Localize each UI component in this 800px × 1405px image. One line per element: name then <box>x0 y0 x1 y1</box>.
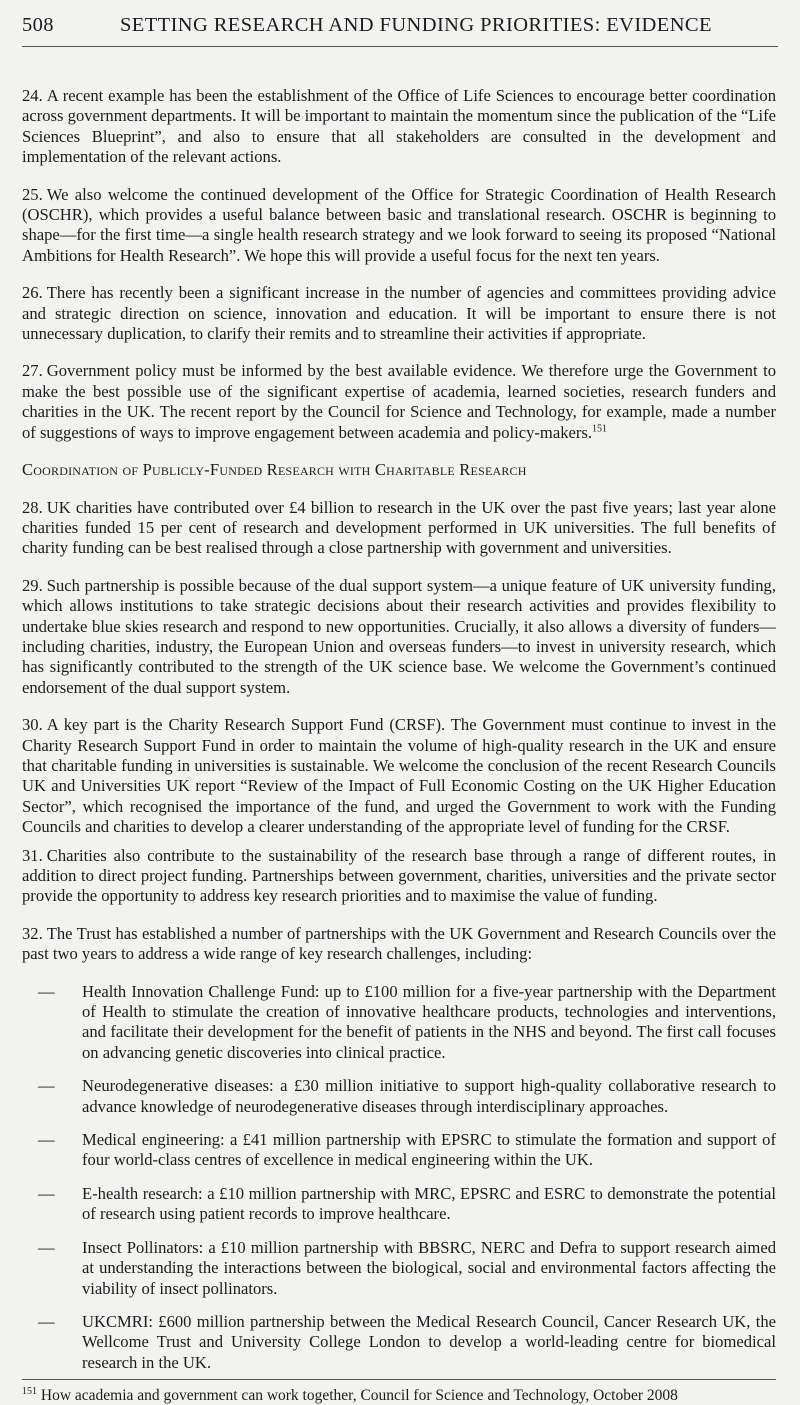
list-item <box>22 1184 776 1225</box>
list-item <box>22 1312 776 1373</box>
paragraph-text: Such partnership is possible because of the dual support system—a unique feature of UK university funding, which allows institutions to take strategic decisions about their research activities and provides flexibility to undertake blue skies research and respond to new opportunities. Crucially, it also allows a diversity of funders—including charities, industry, the European Union and overseas funders—to invest in university research, which has significantly contributed to the strength of the UK science base. We welcome the Government’s continued endorsement of the dual support system. <box>22 575 776 697</box>
paragraph-number: 30. <box>22 715 43 735</box>
dash-bullet: — <box>38 1183 55 1203</box>
running-head: SETTING RESEARCH AND FUNDING PRIORITIES: EVIDENCE <box>120 14 712 36</box>
list-item <box>22 982 776 1064</box>
list-item-text: E-health research: a £10 million partnership with MRC, EPSRC and ESRC to demonstrate the potential of research using patient records to improve healthcare. <box>82 1183 776 1224</box>
paragraph-number: 28. <box>22 497 43 517</box>
page-body <box>22 86 776 1405</box>
footnote-rule <box>22 1379 776 1380</box>
section-heading: Coordination of Publicly-Funded Research with Charitable Research <box>22 460 527 480</box>
paragraph-text: There has recently been a significant increase in the number of agencies and committees providing advice and strategic direction on science, innovation and education. It will be important to ensure there is not unnecessary duplication, to clarify their remits and to streamline their activities if appropriate. <box>22 283 776 344</box>
page-header <box>22 14 780 42</box>
paragraph-32 <box>22 924 776 965</box>
footnote <box>22 1386 776 1405</box>
list-item-text: Health Innovation Challenge Fund: up to £100 million for a five-year partnership with the Department of Health to stimulate the creation of innovative healthcare products, technologies and interventions, and facilitate their development for the benefit of patients in the NHS and beyond. The first call focuses on advancing genetic discoveries into clinical practice. <box>82 981 776 1062</box>
dash-bullet: — <box>38 981 55 1001</box>
list-item-text: Medical engineering: a £41 million partnership with EPSRC to stimulate the formation and support of four world-class centres of excellence in medical engineering within the UK. <box>82 1130 776 1170</box>
paragraph-24 <box>22 86 776 168</box>
paragraph-text: Government policy must be informed by the best available evidence. We therefore urge the Government to make the best possible use of the significant expertise of academia, learned societies, research funders and charities in the UK. The recent report by the Council for Science and Technology, for example, made a number of suggestions of ways to improve engagement between academia and policy-makers. <box>22 361 776 442</box>
paragraph-number: 24. <box>22 86 43 105</box>
list-item <box>22 1076 776 1117</box>
paragraph-25 <box>22 185 776 267</box>
list-item-text: Insect Pollinators: a £10 million partnership with BBSRC, NERC and Defra to support research aimed at understanding the interactions between the biological, social and environmental factors affecting the viability of insect pollinators. <box>82 1237 776 1298</box>
paragraph-26 <box>22 283 776 344</box>
paragraph-number: 32. <box>22 923 43 943</box>
dash-bullet: — <box>38 1076 55 1096</box>
paragraph-31 <box>22 846 776 907</box>
paragraph-text: The Trust has established a number of partnerships with the UK Government and Research Councils over the past two years to address a wide range of key research challenges, including: <box>22 923 776 964</box>
footnote-marker: 151 <box>22 1385 37 1397</box>
list-item-text: Neurodegenerative diseases: a £30 million initiative to support high-quality collaborative research to advance knowledge of neurodegenerative diseases through interdisciplinary approaches. <box>82 1076 776 1116</box>
partnership-list <box>22 982 776 1374</box>
footnote-text: How academia and government can work together, Council for Science and Technology, October 2008 <box>40 1387 678 1405</box>
paragraph-27 <box>22 361 776 443</box>
paragraph-number: 27. <box>22 361 43 381</box>
paragraph-number: 31. <box>22 845 43 865</box>
list-item <box>22 1130 776 1171</box>
list-item-text: UKCMRI: £600 million partnership between the Medical Research Council, Cancer Research UK, the Wellcome Trust and University College London to develop a world-leading centre for biomedical research in the UK. <box>82 1311 776 1372</box>
paragraph-text: A recent example has been the establishment of the Office of Life Sciences to encourage better coordination across government departments. It will be important to maintain the momentum since the publication of the “Life Sciences Blueprint”, and also to ensure that all stakeholders are consulted in the development and implementation of the relevant actions. <box>22 86 776 167</box>
paragraph-text: UK charities have contributed over £4 billion to research in the UK over the past five years; last year alone charities funded 15 per cent of research and development performed in UK universities. The full benefits of charity funding can be best realised through a close partnership with government and universities. <box>22 497 776 558</box>
dash-bullet: — <box>38 1237 55 1257</box>
dash-bullet: — <box>38 1130 55 1150</box>
paragraph-number: 26. <box>22 283 43 303</box>
paragraph-number: 29. <box>22 575 43 595</box>
paragraph-28 <box>22 498 776 559</box>
footnote-reference[interactable]: 151 <box>592 423 607 435</box>
dash-bullet: — <box>38 1311 55 1331</box>
paragraph-text: We also welcome the continued development of the Office for Strategic Coordination of Health Research (OSCHR), which provides a useful balance between basic and translational research. OSCHR is beginning to shape—for the first time—a single health research strategy and we look forward to seeing its proposed “National Ambitions for Health Research”. We hope this will provide a useful focus for the next ten years. <box>22 184 776 265</box>
header-rule <box>22 46 778 47</box>
paragraph-text: A key part is the Charity Research Support Fund (CRSF). The Government must continue to invest in the Charity Research Support Fund in order to maintain the volume of high-quality research in the UK and ensure that charitable funding in universities is sustainable. We welcome the conclusion of the recent Research Councils UK and Universities UK report “Review of the Impact of Full Economic Costing on the UK Higher Education Sector”, which recognised the importance of the fund, and urged the Government to work with the Funding Councils and charities to develop a clearer understanding of the appropriate level of funding for the CRSF. <box>22 715 776 837</box>
list-item <box>22 1238 776 1299</box>
paragraph-text: Charities also contribute to the sustainability of the research base through a range of different routes, in addition to direct project funding. Partnerships between government, charities, universities and the private sector provide the opportunity to address key research priorities and to maximise the value of funding. <box>22 845 776 906</box>
paragraph-number: 25. <box>22 184 43 204</box>
paragraph-30 <box>22 715 776 837</box>
page-number: 508 <box>22 14 54 36</box>
paragraph-29 <box>22 576 776 698</box>
